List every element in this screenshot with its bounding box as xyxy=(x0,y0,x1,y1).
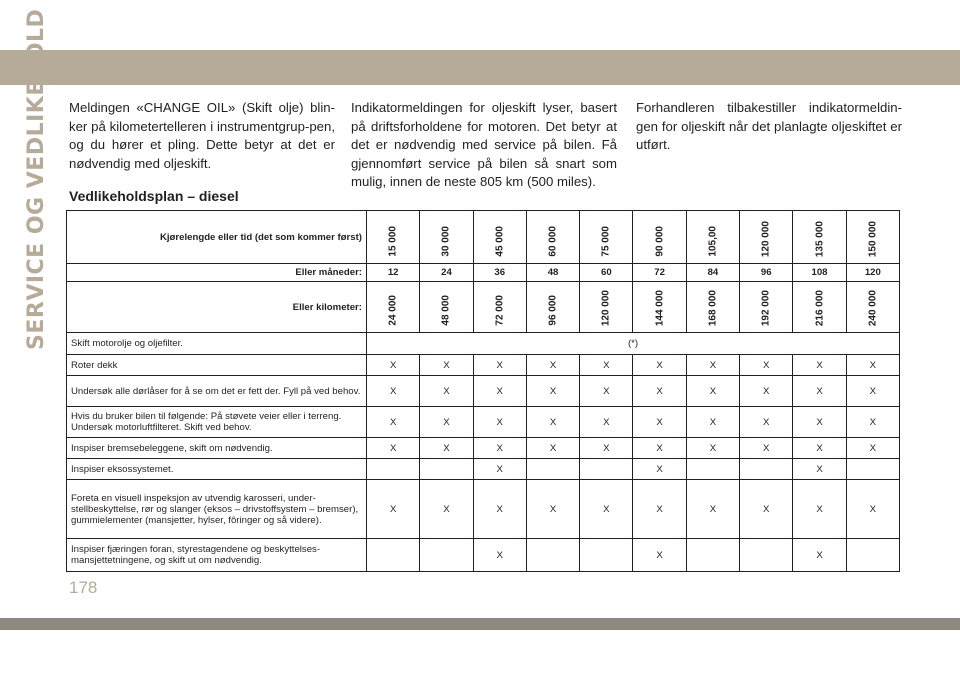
km-value xyxy=(867,290,878,326)
table-row xyxy=(67,333,900,355)
interval-mark-cell: X xyxy=(633,376,686,407)
months-cell: 84 xyxy=(686,264,739,282)
interval-mark-cell: X xyxy=(367,355,420,376)
interval-mark-cell: X xyxy=(633,539,686,572)
table-row xyxy=(67,459,900,480)
interval-mark-cell: X xyxy=(580,480,633,539)
months-cell: 24 xyxy=(420,264,473,282)
km-header-cell xyxy=(526,282,579,333)
interval-mark-cell: X xyxy=(846,438,899,459)
distance-text: 135 000 xyxy=(814,220,826,257)
km-header-cell xyxy=(846,282,899,333)
interval-mark-cell: X xyxy=(367,438,420,459)
months-label: Eller måneder: xyxy=(67,264,367,282)
distance-text: 60 000 xyxy=(547,226,559,257)
interval-mark-cell: X xyxy=(740,480,793,539)
paragraph-3: Forhandleren tilbakestiller indikatormeldin-gen for oljeskift når det planlagte oljeskiftet er utført. xyxy=(636,100,902,153)
distance-header-cell xyxy=(686,211,739,264)
km-header-cell xyxy=(793,282,846,333)
interval-mark-cell xyxy=(686,539,739,572)
distance-value xyxy=(441,226,452,257)
section-heading: Vedlikeholdsplan – diesel xyxy=(69,188,239,204)
top-color-band xyxy=(0,50,960,85)
interval-mark-cell: X xyxy=(846,407,899,438)
interval-mark-cell: X xyxy=(367,480,420,539)
interval-mark-cell xyxy=(846,459,899,480)
interval-mark-cell: X xyxy=(740,355,793,376)
interval-mark-cell: X xyxy=(793,539,846,572)
distance-value xyxy=(601,226,612,257)
interval-mark-cell: X xyxy=(633,459,686,480)
interval-mark-cell: X xyxy=(580,407,633,438)
km-value xyxy=(388,295,399,326)
interval-mark-cell: X xyxy=(846,376,899,407)
task-cell: Skift motorolje og oljefilter. xyxy=(67,333,367,355)
distance-text: 105,00 xyxy=(707,226,719,257)
interval-mark-cell: X xyxy=(526,480,579,539)
interval-mark-cell: X xyxy=(793,480,846,539)
months-cell: 48 xyxy=(526,264,579,282)
km-value xyxy=(601,290,612,326)
km-text: 72 000 xyxy=(494,295,506,326)
interval-mark-cell: X xyxy=(473,407,526,438)
maintenance-plan-table xyxy=(66,210,900,572)
distance-header-cell xyxy=(420,211,473,264)
distance-header-label: Kjørelengde eller tid (det som kommer først) xyxy=(67,211,367,264)
interval-mark-cell: X xyxy=(580,438,633,459)
interval-mark-cell: X xyxy=(793,407,846,438)
interval-mark-cell xyxy=(367,459,420,480)
task-cell: Undersøk alle dørlåser for å se om det er fett der. Fyll på ved behov. xyxy=(67,376,367,407)
interval-mark-cell: X xyxy=(420,480,473,539)
interval-mark-cell: X xyxy=(420,438,473,459)
km-value xyxy=(494,295,505,326)
distance-text: 150 000 xyxy=(867,220,879,257)
interval-mark-cell: X xyxy=(793,438,846,459)
km-text: 96 000 xyxy=(547,295,559,326)
interval-mark-cell xyxy=(420,539,473,572)
interval-mark-cell: X xyxy=(420,355,473,376)
km-header-cell xyxy=(740,282,793,333)
months-cell: 60 xyxy=(580,264,633,282)
km-text: 24 000 xyxy=(387,295,399,326)
table-row xyxy=(67,539,900,572)
table-row xyxy=(67,438,900,459)
distance-text: 120 000 xyxy=(760,220,772,257)
interval-mark-cell: X xyxy=(526,407,579,438)
km-value xyxy=(761,290,772,326)
bottom-color-band xyxy=(0,618,960,630)
distance-value xyxy=(867,221,878,257)
months-cell: 96 xyxy=(740,264,793,282)
interval-mark-cell: X xyxy=(793,355,846,376)
km-header-cell xyxy=(367,282,420,333)
months-cell: 12 xyxy=(367,264,420,282)
km-value xyxy=(707,290,718,326)
interval-mark-cell xyxy=(420,459,473,480)
km-header-cell xyxy=(580,282,633,333)
distance-value xyxy=(707,226,718,257)
task-cell: Inspiser eksossystemet. xyxy=(67,459,367,480)
distance-text: 15 000 xyxy=(387,226,399,257)
km-text: 192 000 xyxy=(760,289,772,326)
task-cell: Inspiser fjæringen foran, styrestagendene og beskyttelses-mansjettetningene, og skift ut om nødvendig. xyxy=(67,539,367,572)
task-cell: Roter dekk xyxy=(67,355,367,376)
table-row xyxy=(67,376,900,407)
interval-mark-cell: X xyxy=(686,438,739,459)
table-row xyxy=(67,407,900,438)
oil-note-cell: (*) xyxy=(367,333,900,355)
interval-mark-cell: X xyxy=(580,376,633,407)
km-text: 168 000 xyxy=(707,289,719,326)
interval-mark-cell: X xyxy=(473,539,526,572)
table-row xyxy=(67,480,900,539)
interval-mark-cell xyxy=(526,539,579,572)
km-value xyxy=(654,290,665,326)
interval-mark-cell: X xyxy=(526,438,579,459)
interval-mark-cell xyxy=(367,539,420,572)
distance-text: 90 000 xyxy=(654,226,666,257)
distance-header-cell xyxy=(580,211,633,264)
km-text: 240 000 xyxy=(867,289,879,326)
table-row xyxy=(67,211,900,264)
interval-mark-cell xyxy=(740,539,793,572)
distance-value xyxy=(548,226,559,257)
interval-mark-cell: X xyxy=(473,376,526,407)
interval-mark-cell xyxy=(580,459,633,480)
interval-mark-cell xyxy=(686,459,739,480)
section-side-title: SERVICE OG VEDLIKEHOLD xyxy=(24,8,49,350)
distance-header-cell xyxy=(846,211,899,264)
interval-mark-cell: X xyxy=(473,355,526,376)
table-row xyxy=(67,282,900,333)
distance-text: 30 000 xyxy=(440,226,452,257)
task-cell: Inspiser bremsebeleggene, skift om nødvendig. xyxy=(67,438,367,459)
interval-mark-cell: X xyxy=(740,438,793,459)
interval-mark-cell: X xyxy=(633,480,686,539)
paragraph-1: Meldingen «CHANGE OIL» (Skift olje) blin-ker på kilometertelleren i instrumentgrup-pen, og du hører et pling. Dette betyr at det er nødvendig med oljeskift. xyxy=(69,100,335,171)
km-value xyxy=(814,290,825,326)
interval-mark-cell: X xyxy=(526,355,579,376)
interval-mark-cell: X xyxy=(473,459,526,480)
interval-mark-cell xyxy=(526,459,579,480)
distance-value xyxy=(654,226,665,257)
km-header-cell xyxy=(420,282,473,333)
distance-value xyxy=(388,226,399,257)
interval-mark-cell: X xyxy=(526,376,579,407)
distance-header-cell xyxy=(473,211,526,264)
page-number: 178 xyxy=(69,578,98,597)
interval-mark-cell: X xyxy=(580,355,633,376)
distance-value xyxy=(761,221,772,257)
interval-mark-cell: X xyxy=(633,355,686,376)
km-label: Eller kilometer: xyxy=(67,282,367,333)
task-cell: Foreta en visuell inspeksjon av utvendig karosseri, under-stellbeskyttelse, rør og slanger (eksos – drivstoffsystem – bremser), gummielementer (mansjetter, hylser, fôringer og så videre). xyxy=(67,480,367,539)
interval-mark-cell: X xyxy=(740,407,793,438)
km-text: 120 000 xyxy=(600,289,612,326)
interval-mark-cell xyxy=(740,459,793,480)
km-header-cell xyxy=(473,282,526,333)
interval-mark-cell: X xyxy=(367,407,420,438)
km-text: 48 000 xyxy=(440,295,452,326)
km-text: 144 000 xyxy=(654,289,666,326)
distance-value xyxy=(494,226,505,257)
task-cell: Hvis du bruker bilen til følgende: På støvete veier eller i terreng. Undersøk motorluftfilteret. Skift ved behov. xyxy=(67,407,367,438)
distance-header-cell xyxy=(740,211,793,264)
months-cell: 36 xyxy=(473,264,526,282)
interval-mark-cell: X xyxy=(473,438,526,459)
interval-mark-cell: X xyxy=(686,355,739,376)
distance-text: 75 000 xyxy=(600,226,612,257)
km-header-cell xyxy=(633,282,686,333)
interval-mark-cell: X xyxy=(846,355,899,376)
interval-mark-cell: X xyxy=(420,376,473,407)
months-cell: 72 xyxy=(633,264,686,282)
interval-mark-cell: X xyxy=(367,376,420,407)
interval-mark-cell xyxy=(580,539,633,572)
distance-header-cell xyxy=(633,211,686,264)
distance-text: 45 000 xyxy=(494,226,506,257)
distance-header-cell xyxy=(526,211,579,264)
interval-mark-cell: X xyxy=(686,407,739,438)
distance-header-cell xyxy=(793,211,846,264)
km-text: 216 000 xyxy=(814,289,826,326)
interval-mark-cell: X xyxy=(793,459,846,480)
paragraph-2: Indikatormeldingen for oljeskift lyser, basert på driftsforholdene for motoren. Det betyr at det er nødvendig med service på bilen. Få gjennomført service på bilen så snart som mulig, innen de neste 805 km (500 miles). xyxy=(351,100,617,190)
interval-mark-cell: X xyxy=(686,376,739,407)
km-header-cell xyxy=(686,282,739,333)
interval-mark-cell: X xyxy=(633,407,686,438)
interval-mark-cell: X xyxy=(793,376,846,407)
months-cell: 120 xyxy=(846,264,899,282)
km-value xyxy=(441,295,452,326)
interval-mark-cell: X xyxy=(686,480,739,539)
km-value xyxy=(548,295,559,326)
distance-value xyxy=(814,221,825,257)
months-cell: 108 xyxy=(793,264,846,282)
table-row xyxy=(67,264,900,282)
interval-mark-cell: X xyxy=(846,480,899,539)
interval-mark-cell: X xyxy=(740,376,793,407)
interval-mark-cell: X xyxy=(473,480,526,539)
interval-mark-cell: X xyxy=(420,407,473,438)
table-row xyxy=(67,355,900,376)
distance-header-cell xyxy=(367,211,420,264)
interval-mark-cell: X xyxy=(633,438,686,459)
interval-mark-cell xyxy=(846,539,899,572)
